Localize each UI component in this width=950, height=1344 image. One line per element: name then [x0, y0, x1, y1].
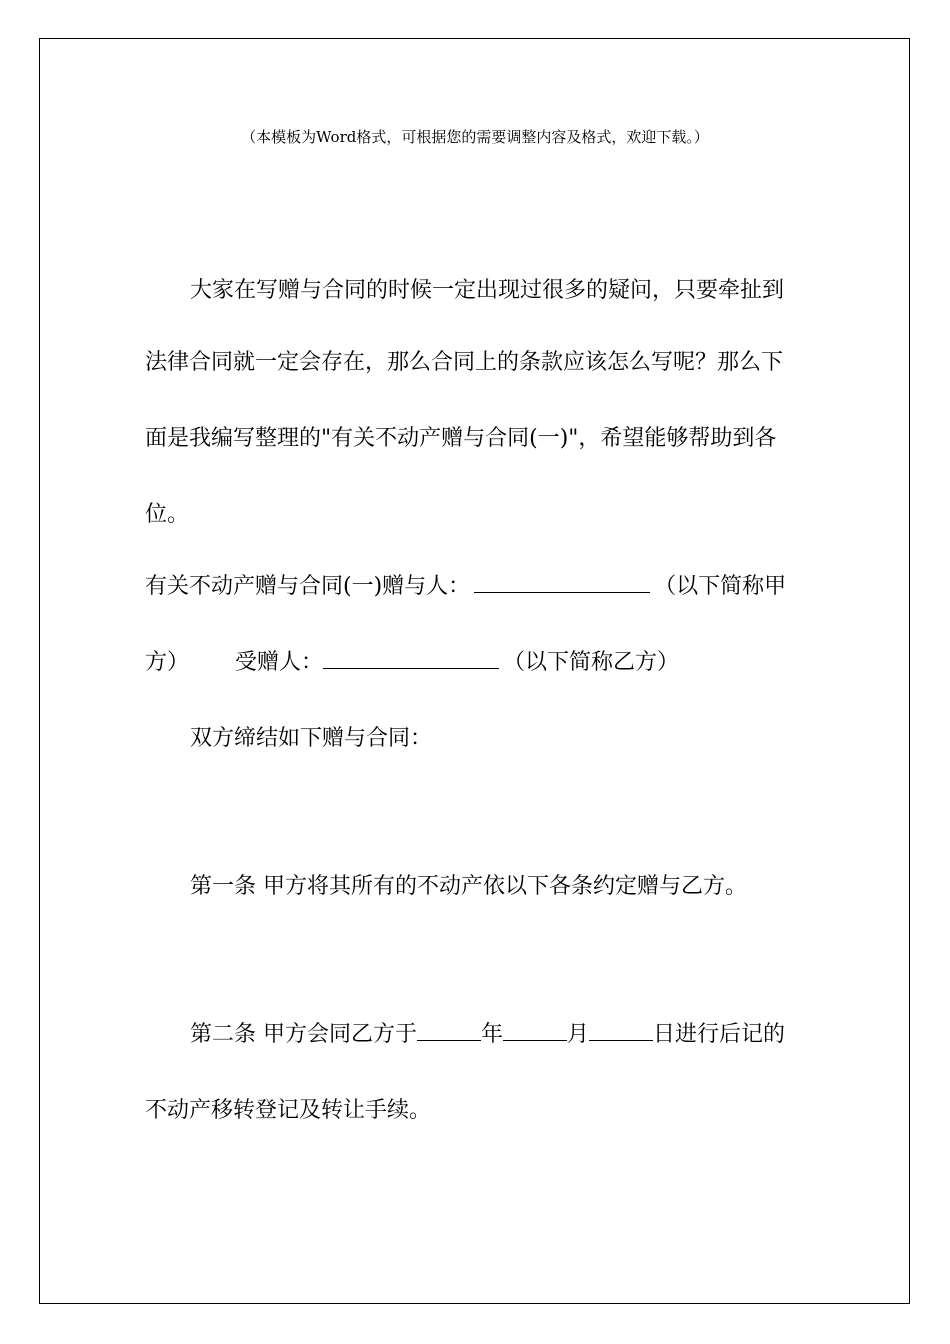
year-blank[interactable]	[417, 1022, 481, 1041]
day-blank[interactable]	[589, 1022, 653, 1041]
article-2-line-1	[190, 1020, 785, 1050]
donor-suffix-cont: 方）	[145, 650, 190, 675]
intro-line-4: 位。	[145, 502, 190, 527]
donor-blank[interactable]	[474, 574, 650, 593]
article-2-prefix: 第二条 甲方会同乙方于	[190, 1022, 417, 1047]
article-1: 第一条 甲方将其所有的不动产依以下各条约定赠与乙方。	[190, 874, 747, 899]
day-suffix: 日进行后记的	[653, 1022, 786, 1047]
month-blank[interactable]	[503, 1022, 567, 1041]
agreement-intro: 双方缔结如下赠与合同：	[190, 726, 433, 751]
donee-label: 受赠人：	[235, 650, 324, 675]
month-label: 月	[567, 1022, 590, 1047]
intro-line-1: 大家在写赠与合同的时候一定出现过很多的疑问，只要牵扯到	[190, 278, 785, 303]
intro-line-2: 法律合同就一定会存在，那么合同上的条款应该怎么写呢？那么下	[145, 350, 784, 375]
donee-line	[145, 648, 679, 678]
template-note: （本模板为Word格式，可根据您的需要调整内容及格式，欢迎下载。）	[241, 128, 709, 146]
donor-line	[145, 572, 786, 602]
year-label: 年	[481, 1022, 504, 1047]
donee-suffix: （以下简称乙方）	[503, 650, 680, 675]
intro-line-3: 面是我编写整理的"有关不动产赠与合同(一)"，希望能够帮助到各	[145, 426, 777, 451]
article-2-line-2: 不动产移转登记及转让手续。	[145, 1098, 432, 1123]
donee-blank[interactable]	[323, 650, 499, 669]
donor-suffix: （以下简称甲	[654, 574, 787, 599]
donor-label: 有关不动产赠与合同(一)赠与人：	[145, 574, 471, 599]
